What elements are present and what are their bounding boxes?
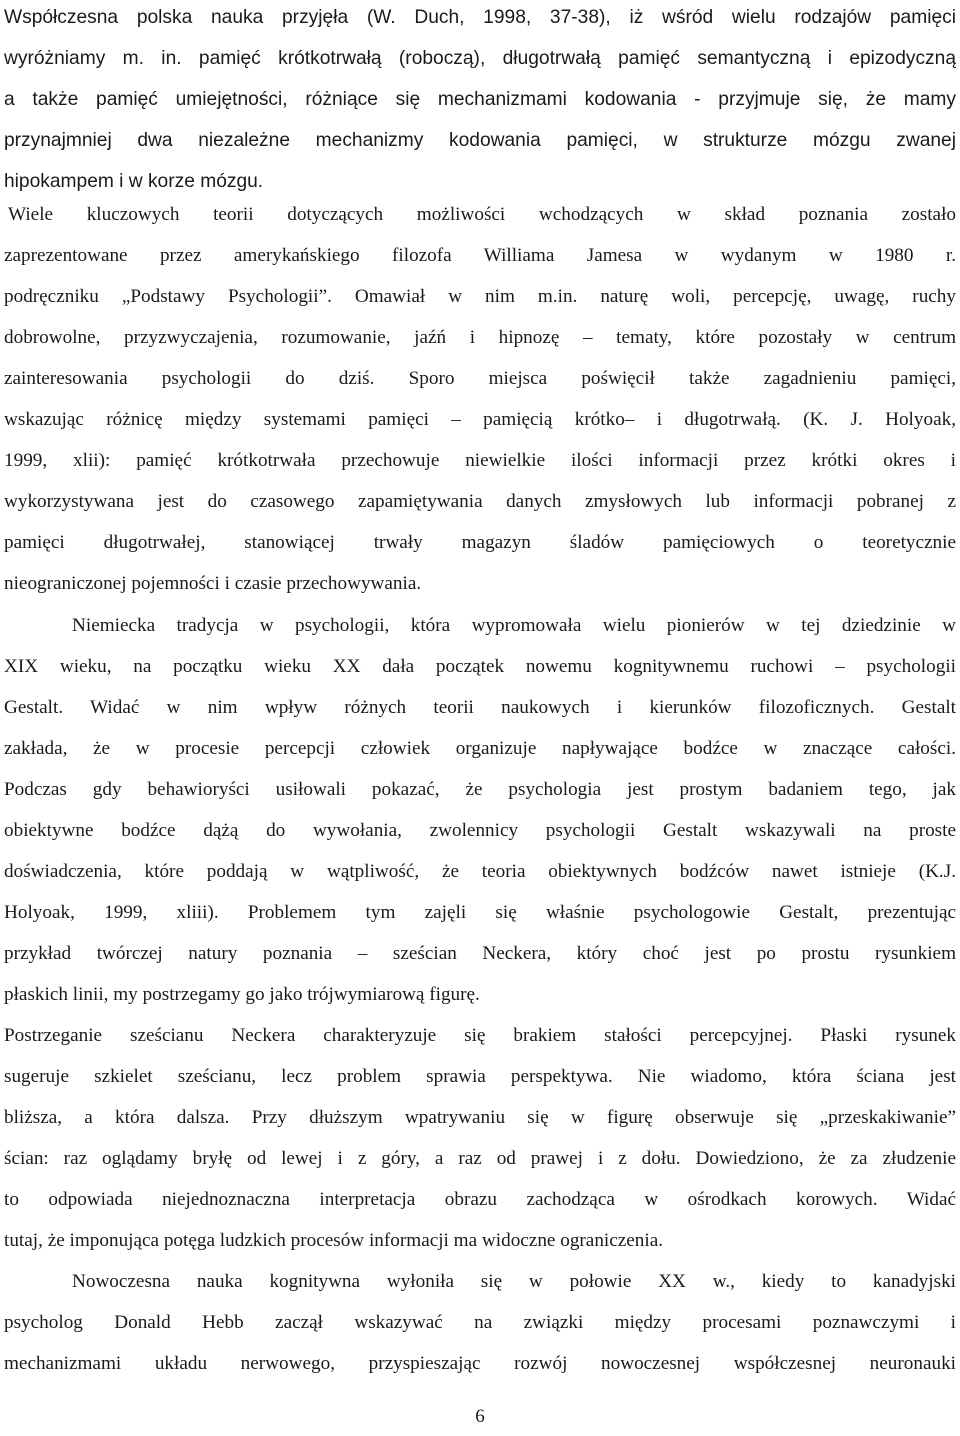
text-line: Wiele kluczowych teorii dotyczących możliwości wchodzących w skład poznania zostało [8,204,956,225]
text-line: sugeruje szkielet sześcianu, lecz problem sprawia perspektywa. Nie wiadomo, która ściana jest [4,1066,956,1087]
text-line: doświadczenia, które poddają w wątpliwość, że teoria obiektywnych bodźców nawet istnieje (K.J. [4,861,956,882]
text-line: przynajmniej dwa niezależne mechanizmy kodowania pamięci, w strukturze mózgu zwanej [4,130,956,151]
text-line: to odpowiada niejednoznaczna interpretacja obrazu zachodząca w ośrodkach korowych. Widać [4,1189,956,1210]
text-line: obiektywne bodźce dążą do wywołania, zwolennicy psychologii Gestalt wskazywali na proste [4,820,956,841]
page-number: 6 [475,1406,485,1427]
text-line: Gestalt. Widać w nim wpływ różnych teorii naukowych i kierunków filozoficznych. Gestalt [4,697,956,718]
text-line: zakłada, że w procesie percepcji człowiek organizuje napływające bodźce w znaczące całości. [4,738,956,759]
text-line: XIX wieku, na początku wieku XX dała początek nowemu kognitywnemu ruchowi – psychologii [4,656,956,677]
text-line: 1999, xlii): pamięć krótkotrwała przechowuje niewielkie ilości informacji przez krótki okres i [4,450,956,471]
text-line: bliższa, a która dalsza. Przy dłuższym wpatrywaniu się w figurę obserwuje się „przeskakiwanie” [4,1107,956,1128]
text-line: dobrowolne, przyzwyczajenia, rozumowanie, jaźń i hipnozę – tematy, które pozostały w centrum [4,327,956,348]
text-line: wskazując różnicę między systemami pamięci – pamięcią krótko– i długotrwałą. (K. J. Holyoak, [4,409,956,430]
paragraph-cognitive-science [4,1261,956,1384]
text-line: zainteresowania psychologii do dziś. Sporo miejsca poświęcił także zagadnieniu pamięci, [4,368,956,389]
text-line: wyróżniamy m. in. pamięć krótkotrwałą (roboczą), długotrwałą pamięć semantyczną i epizodyczną [4,48,956,69]
text-line: tutaj, że imponująca potęga ludzkich procesów informacji ma widoczne ograniczenia. [4,1230,664,1251]
text-line: a także pamięć umiejętności, różniące się mechanizmami kodowania - przyjmuje się, że mamy [4,89,956,110]
text-line: przykład twórczej natury poznania – sześcian Neckera, który choć jest po prostu rysunkiem [4,943,956,964]
text-line: pamięci długotrwałej, stanowiącej trwały magazyn śladów pamięciowych o teoretycznie [4,532,956,553]
text-line: mechanizmami układu nerwowego, przyspieszając rozwój nowoczesnej współczesnej neuronauki [4,1353,956,1374]
text-line: psycholog Donald Hebb zaczął wskazywać na związki między procesami poznawczymi i [4,1312,956,1333]
text-line: nieograniczonej pojemności i czasie przechowywania. [4,573,422,594]
text-line: Współczesna polska nauka przyjęła (W. Duch, 1998, 37-38), iż wśród wielu rodzajów pamięci [4,7,956,28]
paragraph-memory-types [4,0,956,202]
paragraph-necker-cube [4,1015,956,1261]
text-line: zaprezentowane przez amerykańskiego filozofa Williama Jamesa w wydanym w 1980 r. [4,245,956,266]
paragraph-gestalt [4,605,956,1015]
text-line: Holyoak, 1999, xliii). Problemem tym zajęli się właśnie psychologowie Gestalt, prezentując [4,902,956,923]
text-line: wykorzystywana jest do czasowego zapamiętywania danych zmysłowych lub informacji pobranej z [4,491,956,512]
text-line: Postrzeganie sześcianu Neckera charakteryzuje się brakiem stałości percepcyjnej. Płaski rysunek [4,1025,956,1046]
text-line: podręczniku „Podstawy Psychologii”. Omawiał w nim m.in. naturę woli, percepcję, uwagę, ruchy [4,286,956,307]
text-line: Niemiecka tradycja w psychologii, która wypromowała wielu pionierów w tej dziedzinie w [72,615,956,636]
text-line: Nowoczesna nauka kognitywna wyłoniła się w połowie XX w., kiedy to kanadyjski [72,1271,956,1292]
text-line: hipokampem i w korze mózgu. [4,171,264,192]
text-line: Podczas gdy behawioryści usiłowali pokazać, że psychologia jest prostym badaniem tego, jak [4,779,956,800]
text-line: ścian: raz oglądamy bryłę od lewej i z góry, a raz od prawej i z dołu. Dowiedziono, że za złudzenie [4,1148,956,1169]
paragraph-william-james [4,194,956,604]
text-line: płaskich linii, my postrzegamy go jako trójwymiarową figurę. [4,984,480,1005]
